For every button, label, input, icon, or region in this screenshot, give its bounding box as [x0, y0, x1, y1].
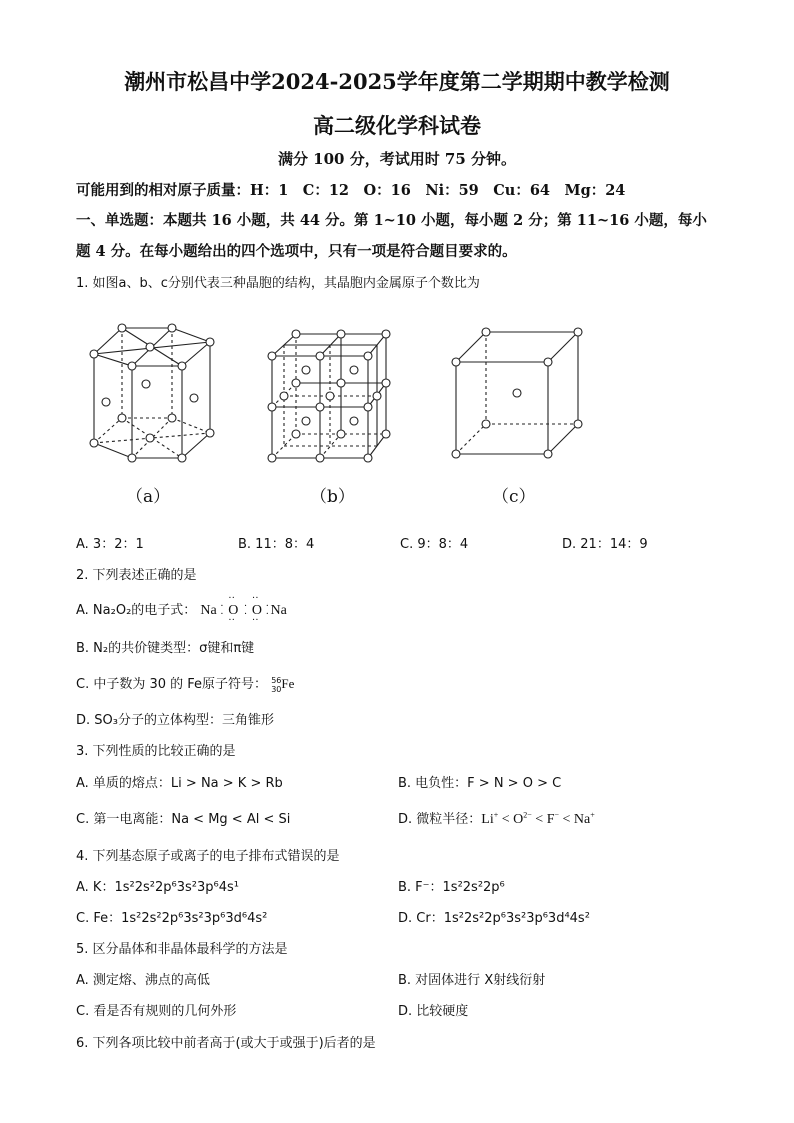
question-1-option-b[interactable]: B. 11：8：4	[238, 537, 315, 552]
oxygen-atom-1: ·· O ·· · ·	[220, 593, 239, 626]
exam-subtitle: 高二级化学科试卷	[313, 113, 481, 138]
crystal-cell-a-figure	[82, 318, 222, 473]
question-5-option-c[interactable]: C. 看是否有规则的几何外形	[76, 1004, 237, 1019]
caption-b: （b）	[310, 487, 355, 507]
section-line-1: 一、单选题：本题共 16 小题，共 44 分。第 1~10 小题，每小题 2 分；第 11~16 小题，每小	[76, 212, 707, 229]
question-5-option-a[interactable]: A. 测定熔、沸点的高低	[76, 973, 210, 988]
question-4-option-b[interactable]: B. F⁻：1s²2s²2p⁶	[398, 880, 505, 895]
question-3-stem: 3. 下列性质的比较正确的是	[76, 744, 236, 759]
question-1-option-d[interactable]: D. 21：14：9	[562, 537, 648, 552]
exam-note: 满分 100 分，考试用时 75 分钟。	[277, 150, 517, 168]
ion-radius-expression: $Li^+ < O^{2-} < F^- < Na^+$	[481, 810, 595, 827]
question-4-option-d[interactable]: D. Cr：1s²2s²2p⁶3s²3p⁶3d⁴4s²	[398, 911, 590, 926]
question-1-option-a[interactable]: A. 3：2：1	[76, 537, 144, 552]
section-line-2: 题 4 分。在每小题给出的四个选项中，只有一项是符合题目要求的。	[76, 243, 517, 260]
question-6-stem: 6. 下列各项比较中前者高于(或大于或强于)后者的是	[76, 1036, 376, 1051]
question-2-option-b[interactable]: B. N₂的共价键类型：σ键和π键	[76, 641, 255, 656]
question-5-option-b[interactable]: B. 对固体进行 X射线衍射	[398, 973, 546, 988]
question-5-stem: 5. 区分晶体和非晶体最科学的方法是	[76, 942, 288, 957]
sodium-right: Na	[270, 603, 287, 618]
question-5-option-d[interactable]: D. 比较硬度	[398, 1004, 469, 1019]
caption-a: （a）	[126, 487, 171, 507]
crystal-cell-b-figure	[264, 326, 394, 468]
nuclide-symbol: Fe	[281, 676, 295, 691]
exam-title: 潮州市松昌中学2024-2025学年度第二学期期中教学检测	[124, 69, 670, 94]
question-4-option-c[interactable]: C. Fe：1s²2s²2p⁶3s²3p⁶3d⁶4s²	[76, 911, 268, 926]
question-3-option-a[interactable]: A. 单质的熔点：Li > Na > K > Rb	[76, 776, 283, 791]
question-3-option-b[interactable]: B. 电负性：F > N > O > C	[398, 776, 562, 791]
electron-formula	[200, 593, 287, 626]
question-3-option-d[interactable]	[398, 808, 595, 828]
option-a-prefix: A. Na₂O₂的电子式：	[76, 603, 197, 618]
question-3-option-c[interactable]: C. 第一电离能：Na < Mg < Al < Si	[76, 812, 291, 827]
question-2-option-c[interactable]	[76, 673, 294, 694]
atomic-masses: 可能用到的相对原子质量：H：1 C：12 O：16 Ni：59 Cu：64 Mg：24	[76, 182, 626, 199]
question-4-stem: 4. 下列基态原子或离子的电子排布式错误的是	[76, 849, 340, 864]
caption-c: （c）	[492, 487, 536, 507]
question-2-option-d[interactable]: D. SO₃分子的立体构型：三角锥形	[76, 713, 274, 728]
question-2-stem: 2. 下列表述正确的是	[76, 568, 197, 583]
question-1-stem: 1. 如图a、b、c分别代表三种晶胞的结构，其晶胞内金属原子个数比为	[76, 276, 480, 291]
question-4-option-a[interactable]: A. K：1s²2s²2p⁶3s²3p⁶4s¹	[76, 880, 239, 895]
question-1-option-c[interactable]: C. 9：8：4	[400, 537, 469, 552]
nuclide-numbers: 56 30	[271, 675, 282, 694]
sodium-left: Na	[200, 603, 217, 618]
oxygen-atom-2: ·· O ·· · · · ·	[243, 593, 269, 626]
option-d-prefix: D. 微粒半径：	[398, 812, 482, 827]
crystal-cell-c-figure	[448, 324, 588, 462]
option-c-prefix: C. 中子数为 30 的 Fe原子符号：	[76, 677, 268, 692]
question-2-option-a[interactable]	[76, 593, 287, 626]
